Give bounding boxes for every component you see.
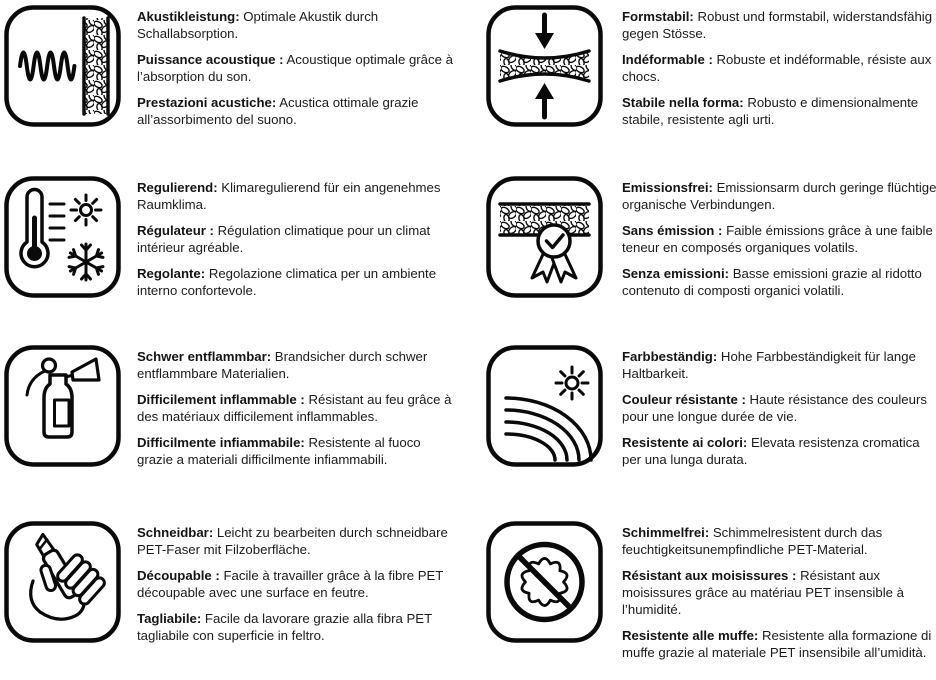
feature-label: Découpable : xyxy=(137,568,220,583)
feature-text: Hohe Farbbeständigkeit für lange Haltbarkeit. xyxy=(622,349,916,381)
feature-climate xyxy=(4,176,472,345)
feature-label: Farbbeständig: xyxy=(622,349,718,364)
feature-cuttable xyxy=(4,521,472,670)
feature-paragraph-fr xyxy=(622,567,936,618)
feature-text: Emissionsarm durch geringe flüchtige organische Verbindungen. xyxy=(622,180,936,212)
feature-texts xyxy=(622,345,936,477)
feature-label: Schneidbar: xyxy=(137,525,214,540)
feature-texts xyxy=(622,521,936,670)
feature-paragraph-it xyxy=(137,94,459,128)
feature-texts xyxy=(137,176,459,308)
feature-paragraph-de xyxy=(622,179,936,213)
feature-color-fast xyxy=(472,345,936,521)
feature-acoustic xyxy=(4,5,472,176)
feature-paragraph-it xyxy=(137,610,459,644)
feature-paragraph-de xyxy=(622,8,936,42)
feature-texts xyxy=(622,5,936,137)
shape-stability-icon xyxy=(486,5,603,127)
feature-label: Indéformable : xyxy=(622,52,713,67)
feature-label: Puissance acoustique : xyxy=(137,52,284,67)
feature-text: Haute résistance des couleurs pour une longue durée de vie. xyxy=(622,392,927,424)
feature-texts xyxy=(622,176,936,308)
feature-text: Facile à travailler grâce à la fibre PET découpable avec une surface en feutre. xyxy=(137,568,444,600)
feature-label: Resistente ai colori: xyxy=(622,435,748,450)
feature-label: Schimmelfrei: xyxy=(622,525,710,540)
fire-extinguisher-icon xyxy=(4,345,121,467)
feature-text: Résistant au feu grâce à des matériaux difficilement inflammables. xyxy=(137,392,452,424)
feature-text: Résistant aux moisissures grâce au matériau PET insensible à l’humidité. xyxy=(622,568,904,617)
feature-paragraph-it xyxy=(622,627,936,661)
feature-label: Couleur résistante : xyxy=(622,392,746,407)
feature-mold-free xyxy=(472,521,936,670)
feature-text: Elevata resistenza cromatica per una lunga durata. xyxy=(622,435,920,467)
feature-paragraph-de xyxy=(622,348,936,382)
feature-label: Emissionsfrei: xyxy=(622,180,713,195)
no-mold-icon xyxy=(486,521,603,643)
feature-paragraph-de xyxy=(137,179,459,213)
feature-label: Sans émission : xyxy=(622,223,723,238)
feature-text: Robusto e dimensionalmente stabile, resistente agli urti. xyxy=(622,95,919,127)
feature-text: Regolazione climatica per un ambiente interno confortevole. xyxy=(137,266,437,298)
low-emission-certificate-icon xyxy=(486,176,603,298)
feature-label: Résistant aux moisissures : xyxy=(622,568,797,583)
feature-paragraph-fr xyxy=(137,51,459,85)
feature-paragraph-fr xyxy=(622,391,936,425)
feature-text: Resistente al fuoco grazie a materiali difficilmente infiammabili. xyxy=(137,435,421,467)
feature-text: Acustica ottimale grazie all’assorbimento del suono. xyxy=(137,95,419,127)
feature-paragraph-de xyxy=(137,524,459,558)
feature-text: Basse emissioni grazie al ridotto contenuto di composti organici volatili. xyxy=(622,266,922,298)
feature-paragraph-de xyxy=(622,524,936,558)
feature-label: Prestazioni acustiche: xyxy=(137,95,277,110)
feature-text: Leicht zu bearbeiten durch schneidbare PET-Faser mit Filzoberfläche. xyxy=(137,525,448,557)
feature-text: Robust und formstabil, widerstandsfähig gegen Stösse. xyxy=(622,9,933,41)
feature-paragraph-fr xyxy=(137,567,459,601)
sound-absorption-icon xyxy=(4,5,121,127)
feature-text: Régulation climatique pour un climat intérieur agréable. xyxy=(137,223,431,255)
feature-texts xyxy=(137,5,459,137)
feature-paragraph-fr xyxy=(137,391,459,425)
climate-regulation-icon xyxy=(4,176,121,298)
feature-text: Robuste et indéformable, résiste aux chocs. xyxy=(622,52,932,84)
feature-paragraph-de xyxy=(137,348,459,382)
feature-label: Stabile nella forma: xyxy=(622,95,744,110)
feature-texts xyxy=(137,521,459,653)
feature-text: Resistente alla formazione di muffe grazie al materiale PET insensibile all’umidità. xyxy=(622,628,932,660)
feature-text: Optimale Akustik durch Schallabsorption. xyxy=(137,9,379,41)
feature-paragraph-fr xyxy=(622,51,936,85)
feature-text: Faible émissions grâce à une faible teneur en composés organiques volatils. xyxy=(622,223,933,255)
feature-paragraph-fr xyxy=(137,222,459,256)
feature-text: Brandsicher durch schwer entflammbare Materialien. xyxy=(137,349,428,381)
feature-text: Klimaregulierend für ein angenehmes Raumklima. xyxy=(137,180,441,212)
feature-label: Senza emissioni: xyxy=(622,266,730,281)
feature-label: Difficilement inflammable : xyxy=(137,392,305,407)
feature-paragraph-it xyxy=(137,434,459,468)
feature-label: Difficilmente infiammabile: xyxy=(137,435,305,450)
feature-label: Schwer entflammbar: xyxy=(137,349,272,364)
feature-paragraph-it xyxy=(622,94,936,128)
feature-paragraph-it xyxy=(622,265,936,299)
feature-text: Schimmelresistent durch das feuchtigkeitsunempfindliche PET-Material. xyxy=(622,525,883,557)
feature-emission-free xyxy=(472,176,936,345)
feature-label: Regulierend: xyxy=(137,180,218,195)
feature-shape-stable xyxy=(472,5,936,176)
feature-label: Formstabil: xyxy=(622,9,694,24)
feature-label: Regolante: xyxy=(137,266,206,281)
feature-paragraph-it xyxy=(137,265,459,299)
feature-label: Akustikleistung: xyxy=(137,9,240,24)
feature-paragraph-de xyxy=(137,8,459,42)
feature-text: Acoustique optimale grâce à l’absorption du son. xyxy=(137,52,453,84)
feature-texts xyxy=(137,345,459,477)
color-fastness-icon xyxy=(486,345,603,467)
feature-paragraph-it xyxy=(622,434,936,468)
feature-text: Facile da lavorare grazie alla fibra PET tagliabile con superficie in feltro. xyxy=(137,611,432,643)
feature-label: Tagliabile: xyxy=(137,611,202,626)
feature-label: Régulateur : xyxy=(137,223,214,238)
feature-flame-retardant xyxy=(4,345,472,521)
hand-cutter-icon xyxy=(4,521,121,643)
feature-paragraph-fr xyxy=(622,222,936,256)
feature-label: Resistente alle muffe: xyxy=(622,628,759,643)
